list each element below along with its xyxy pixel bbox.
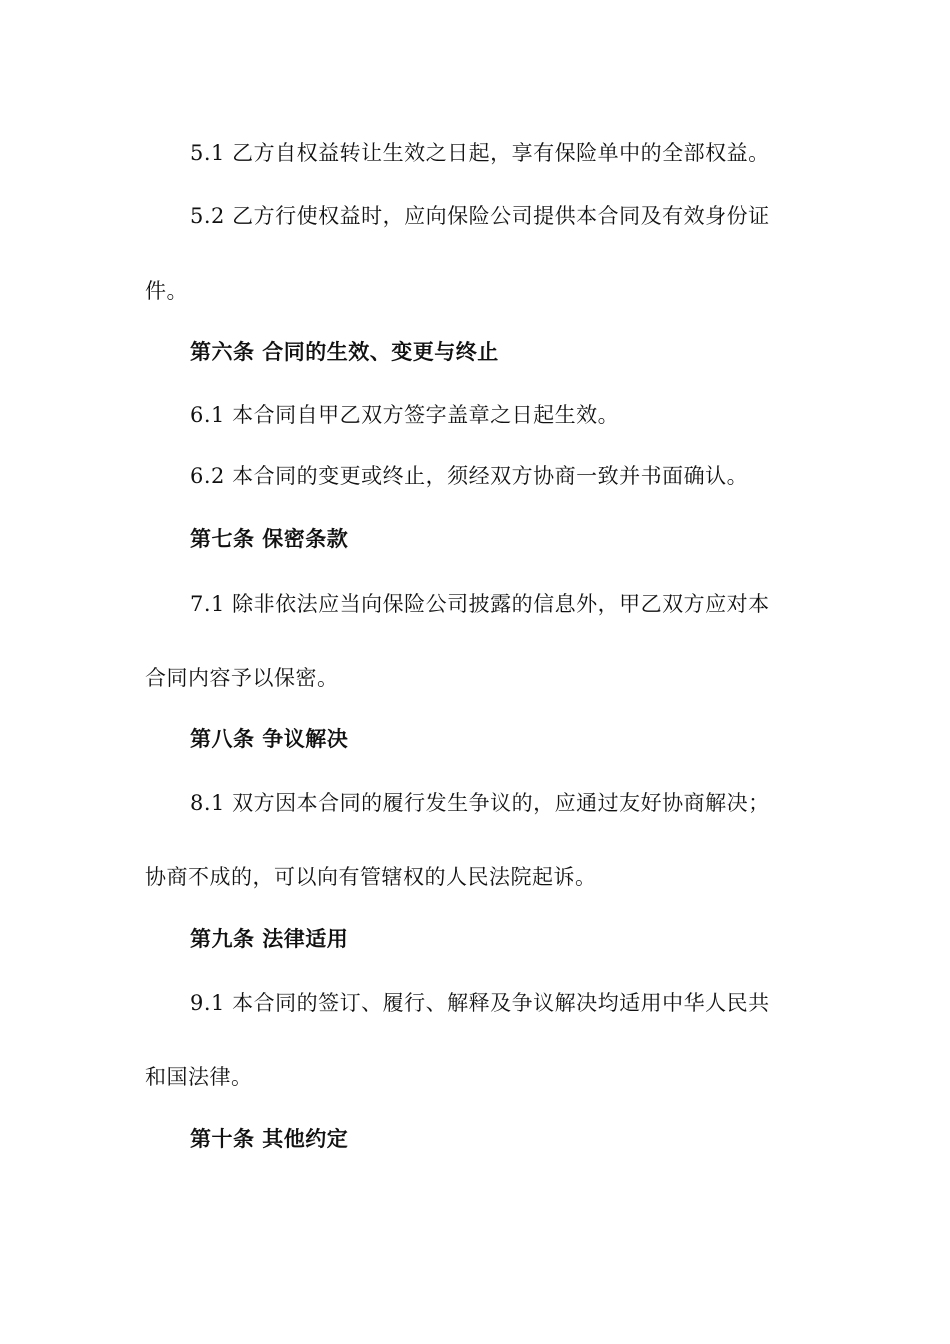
section-heading-6: 第六条 合同的生效、变更与终止 bbox=[190, 340, 499, 364]
section-heading-8: 第八条 争议解决 bbox=[190, 727, 349, 751]
clause-8-1: 8.1 双方因本合同的履行发生争议的，应通过友好协商解决； bbox=[190, 791, 770, 815]
clause-6-1: 6.1 本合同自甲乙双方签字盖章之日起生效。 bbox=[190, 403, 620, 427]
clause-6-2: 6.2 本合同的变更或终止，须经双方协商一致并书面确认。 bbox=[190, 464, 749, 488]
section-heading-9: 第九条 法律适用 bbox=[190, 927, 349, 951]
clause-9-1: 9.1 本合同的签订、履行、解释及争议解决均适用中华人民共 bbox=[190, 991, 770, 1015]
clause-9-1-continued: 和国法律。 bbox=[145, 1065, 253, 1089]
section-heading-10: 第十条 其他约定 bbox=[190, 1127, 349, 1151]
clause-8-1-continued: 协商不成的，可以向有管辖权的人民法院起诉。 bbox=[145, 865, 597, 889]
clause-5-2-continued: 件。 bbox=[145, 279, 188, 303]
clause-5-2: 5.2 乙方行使权益时，应向保险公司提供本合同及有效身份证 bbox=[190, 204, 770, 228]
section-heading-7: 第七条 保密条款 bbox=[190, 527, 349, 551]
clause-7-1-continued: 合同内容予以保密。 bbox=[145, 666, 339, 690]
clause-5-1: 5.1 乙方自权益转让生效之日起，享有保险单中的全部权益。 bbox=[190, 141, 770, 165]
clause-7-1: 7.1 除非依法应当向保险公司披露的信息外，甲乙双方应对本 bbox=[190, 592, 770, 616]
